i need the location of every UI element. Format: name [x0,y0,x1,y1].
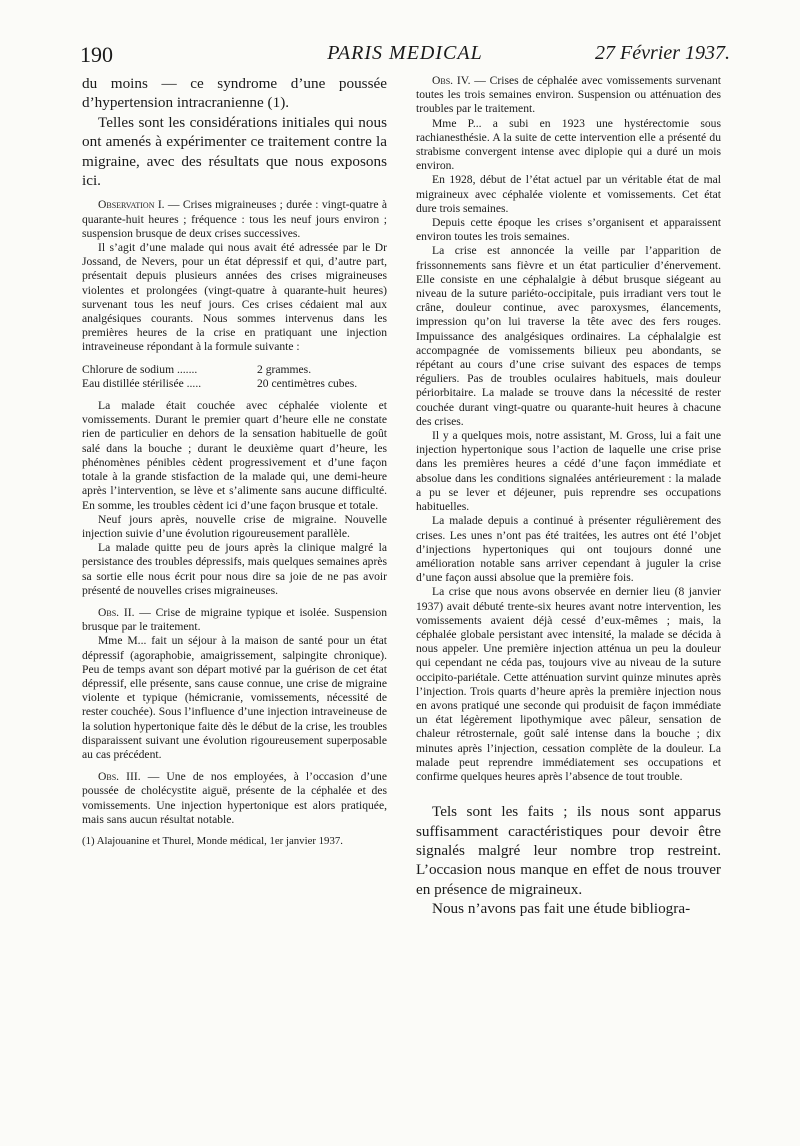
running-header [80,42,730,72]
formula-2-label: Eau distillée stérilisée ..... [82,376,202,390]
formula-2-value: 20 centimètres cubes. [257,376,358,390]
observation-4-paragraph-2: En 1928, début de l’état actuel par un véritable état de mal migraineux avec céphalée violente et vomissements. Cet état dure trois semaines. [416,173,721,215]
observation-3-text: — Une de nos employées, à l’occasion d’une poussée de cholécystite aiguë, présente de la céphalée et des vomissements. Une injection hypertonique est alors pratiquée, mais sans aucun résultat notable. [82,770,388,826]
conclusion-paragraph-1: Tels sont les faits ; ils nous sont apparus suffisamment caractéristiques pour devoir être signalés malgré leur nombre trop restreint. L’occasion nous manque en effet de nous trouver en présence de migraineux. [416,803,721,898]
formula-1-label: Chlorure de sodium ....... [82,362,198,376]
journal-title: PARIS MEDICAL [327,42,483,64]
observation-1-heading [82,198,387,241]
footnote: (1) Alajouanine et Thurel, Monde médical, 1er janvier 1937. [82,834,343,847]
observation-4-heading [416,74,721,117]
formula-1-value: 2 grammes. [257,362,312,376]
observation-2-paragraph-1: Mme M... fait un séjour à la maison de santé pour un état dépressif (agoraphobie, amaigrissement, salpingite chronique). Peu de temps avant son départ motivé par la guérison de cet état dépressif, elle présente, sans cause connue, une crise de migraine violente et typique (hémicranie, vomissements, nécessité de rester couchée). Sous l’influence d’une injection intraveineuse de la solution hypertonique faite dès le début de la crise, les troubles disparaissent suivant une évolution rigoureusement superposable au cas précédent. [82,634,387,761]
observation-4-paragraph-3: Depuis cette époque les crises s’organisent et apparaissent environ toutes les trois semaines. [416,216,721,244]
observation-2-label: Obs. II. [98,605,135,619]
observation-4-paragraph-1: Mme P... a subi en 1923 une hystérectomie sous rachianesthésie. A la suite de cette intervention elle a présenté du strabisme convergent intense avec diplopie qui a duré un mois environ. [416,116,721,173]
observation-4-label: Obs. IV. [432,74,471,87]
left-column [82,74,387,848]
intro-paragraph-1: du moins — ce syndrome d’une poussée d’hypertension intracranienne (1). [82,75,387,112]
observation-3-paragraph [82,770,387,827]
observation-1-paragraph-2: La malade était couchée avec céphalée violente et vomissements. Durant le premier quart d’heure elle ne constate rien de particulier en dehors de la sensation habituelle de goût salé dans la bouche ; durant le deuxième quart d’heure, les phénomènes pénibles cèdent progressivement et d’une façon totale à la grande stisfaction de la malade qui, une demi-heure après l’intervention, se lève et s’alimente sans aucune difficulté. En somme, les troubles cèdent ici d’une façon brusque et totale. [82,399,387,512]
observation-2-summary: — Crise de migraine typique et isolée. Suspension brusque par le traitement. [82,605,388,634]
observation-1-paragraph-3: Neuf jours après, nouvelle crise de migraine. Nouvelle injection suivie d’une évolution rigoureusement parallèle. [82,512,387,540]
page-number: 190 [80,42,113,67]
conclusion-paragraph-2: Nous n’avons pas fait une étude bibliogra- [432,900,691,918]
observation-4-summary: — Crises de céphalée avec vomissements survenant toutes les trois semaines environ. Suspension ou atténuation des troubles par le traitement. [416,74,722,116]
observation-2-heading [82,606,387,634]
formula-line-1 [82,363,387,377]
observation-4-paragraph-6: La malade depuis a continué à présenter régulièrement des crises. Les unes n’ont pas été traitées, les autres ont été l’objet d’injections hypertoniques qui ont toujours donné une amélioration notable sans arriver cependant à juguler la crise d’une façon aussi absolue que la première fois. [416,514,721,585]
observation-1-paragraph-4: La malade quitte peu de jours après la clinique malgré la persistance des troubles dépressifs, mais quelques semaines après sa sortie elle nous écrit pour nous dire sa joie de ne pas avoir présenté de nouvelles crises migraineuses. [82,541,387,597]
observation-3-label: Obs. III. [98,770,141,784]
observation-1-paragraph-1: Il s’agit d’une malade qui nous avait été adressée par le Dr Jossand, de Nevers, pour un état dépressif et qui, d’autre part, présentait depuis plusieurs années des crises migraineuses violentes et prolongées (vingt-quatre à quarante-huit heures) survenant tous les neuf jours. Ces crises cédaient mal aux analgésiques courants. Nous sommes intervenus dans les premières heures de la crise en pratiquant une injection intraveineuse répondant à la formule suivante : [82,241,387,354]
observation-1-summary: — Crises migraineuses ; durée : vingt-quatre à quarante-huit heures ; fréquence : tous les neuf jours environ ; suspension brusque de deux crises successives. [82,198,387,240]
right-column [416,74,721,919]
intro-paragraph-2: Telles sont les considérations initiales qui nous ont amenés à expérimenter ce traitement contre la migraine, avec des résultats que nous exposons ici. [82,113,387,190]
observation-4-paragraph-5: Il y a quelques mois, notre assistant, M. Gross, lui a fait une injection hypertonique sous l’action de laquelle une crise prise dans les premières heures a cédé d’une façon immédiate et absolue dans les conditions signalées antérieurement : la malade a pu se lever et déjeuner, puis reprendre ses occupations habituelles. [416,429,721,514]
observation-4-paragraph-4: La crise est annoncée la veille par l’apparition de frissonnements sans fièvre et un état particulier d’énervement. Elle consiste en une céphalalgie à début brusque siégeant au niveau de la suture pariéto-occipitale, puis irradiant vers tout le crâne, douleur continue, avec paroxysmes, élancements, impression qu’on lui traverse la tête avec des fers rouges. Impuissance des analgésiques ordinaires. La céphalalgie est accompagnée de vomissements bilieux peu abondants, se répétant au cours d’une crise suivant des espaces de temps réguliers. Pas de troubles oculaires habituels, mais douleur périorbitaire. La malade se trouve dans la nécessité de rester couchée durant vingt-quatre ou quarante-huit heures à chacune des crises. [416,244,721,428]
issue-date: 27 Février 1937. [595,42,730,64]
observation-1-label: Observation I. [98,198,165,212]
observation-4-paragraph-7: La crise que nous avons observée en dernier lieu (8 janvier 1937) avait débuté trente-six heures avant notre intervention, les vomissements avaient déjà cessé d’eux-mêmes ; mais, la céphalée globale persistant avec intensité, la malade se décida à nous appeler. Une première injection atténua un peu la douleur qui cependant ne céda pas, toujours vive au niveau de la suture occipito-pariétale. Cette atténuation survint quinze minutes après l’injection. Trois quarts d’heure après la première injection nous en avons pratiqué une seconde qui produisit de façon immédiate un état légèrement lipothymique avec pâleur, sensation de chaleur rétrosternale, goût salé intense dans la bouche ; dix minutes après l’injection, cessation complète de la douleur. La malade peut reprendre immédiatement ses occupations et confirme quelques heures après l’absence de tout trouble. [416,585,721,783]
formula-line-2 [82,377,387,391]
